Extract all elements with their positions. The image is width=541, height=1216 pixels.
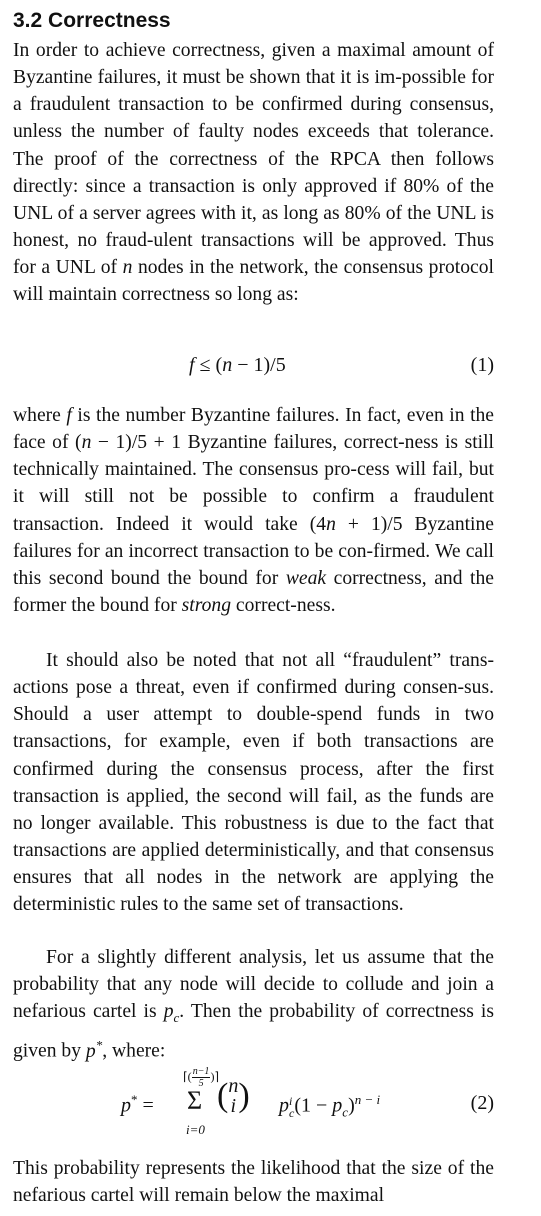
text-run: In order to achieve correctness, given a maximal amount of Byzantine failures, it must be shown that it is im-possible for a fraudulent transaction to be confirmed during consensus, unless the number of faulty nodes exceeds that tolerance. The proof of the correctness of the RPCA then follows directly: since a transaction is only approved if 80% of the UNL of a server agrees with it, as long as 80% of the UNL is honest, no fraud-ulent transactions will be approved. Thus for a UNL of: [13, 40, 494, 279]
math-op: (1 −: [294, 1094, 333, 1117]
text-run: correct-ness.: [231, 595, 336, 617]
fraction-numerator: n−1: [192, 1066, 210, 1077]
math-op: ⌈(: [183, 1069, 192, 1084]
emphasis-weak: weak: [285, 567, 327, 589]
math-var: n: [326, 513, 336, 535]
paren-open: (: [217, 1077, 229, 1114]
equation-number: (2): [470, 1092, 494, 1114]
fraction-denominator: 5: [198, 1078, 204, 1089]
paren-close: ): [238, 1077, 250, 1114]
equation-2-lhs: [121, 1092, 154, 1118]
binomial-coefficient: [217, 1076, 250, 1116]
equation-1: [13, 354, 494, 384]
binom-top: n: [228, 1075, 239, 1097]
math-superscript: *: [131, 1092, 138, 1107]
math-subscript: c: [173, 1010, 180, 1026]
math-op: − 1)/5: [232, 354, 286, 376]
paragraph-correctness-intro: [13, 37, 494, 309]
math-op: =: [137, 1094, 154, 1117]
math-var: p: [279, 1094, 289, 1117]
math-superscript: n − i: [354, 1092, 381, 1107]
binom-stack: [228, 1076, 238, 1116]
math-subscript: c: [289, 1106, 295, 1121]
summation-lower-limit: i=0: [186, 1122, 205, 1137]
math-var: f: [189, 354, 195, 376]
equation-1-body: [189, 354, 286, 377]
math-op: ≤ (: [194, 354, 223, 376]
text-run: is the number Byzantine failures. In fact, even in the face of (: [13, 405, 495, 454]
math-var: n: [222, 354, 233, 376]
section-heading: [13, 8, 171, 34]
math-op: )⌉: [210, 1069, 220, 1084]
math-op: ): [348, 1094, 355, 1117]
math-var: p: [121, 1094, 131, 1117]
emphasis-strong: strong: [181, 595, 232, 617]
section-number: 3.2: [13, 9, 43, 32]
text-run: nodes in the network, the consensus protocol will maintain correctness so long as:: [13, 257, 494, 306]
section-title: Correctness: [48, 9, 171, 32]
math-subscript: c: [342, 1104, 349, 1120]
paragraph-collusion-analysis: [13, 944, 494, 1065]
text-run: correctness, and the former the bound for: [13, 567, 494, 617]
math-var: n: [122, 257, 133, 279]
math-var: n: [81, 432, 92, 454]
paragraph-probability-meaning: This probability represents the likelihood that the size of the nefarious cartel will remain below the maximal: [13, 1158, 494, 1207]
math-superscript: *: [95, 1037, 103, 1053]
paragraph-fraudulent-transactions: It should also be noted that not all “fraudulent” trans-actions pose a threat, even if confirmed during consen-sus. Should a user attempt to double-spend funds in two transactions, for example, even if both transactions are confirmed during the consensus process, after the first transaction is applied, the second will fail, as the funds are no longer available. This robustness is due to the fact that transactions are applied deterministically, and that consensus ensures that all nodes in the network are applying the deterministic rules to the same set of transactions.: [13, 650, 494, 916]
math-superscript: i: [289, 1094, 293, 1109]
binom-bottom: i: [230, 1095, 237, 1117]
math-var: p: [332, 1094, 343, 1117]
text-run: − 1)/5 + 1 Byzantine failures, correct-ness is still technically maintained. The consensus pro-cess will fail, but it will still not be possible to confirm a fraudulent transaction. Indeed it would take (4: [13, 432, 494, 535]
text-run: + 1)/5 Byzantine failures for an incorrect transaction to be con-firmed. We call this second bound the bound for: [13, 513, 494, 589]
equation-2-terms: [279, 1092, 380, 1121]
math-var: p: [85, 1040, 96, 1062]
text-run: , where:: [102, 1040, 166, 1062]
text-run: where: [13, 405, 67, 426]
summation-sigma: Σ: [187, 1086, 203, 1115]
equation-number: (1): [470, 354, 494, 376]
text-run: . Then the probability of correctness is given by: [13, 1001, 494, 1062]
math-pc: [163, 1001, 180, 1026]
math-var: p: [163, 1001, 174, 1023]
paragraph-weak-strong-bounds: [13, 402, 494, 619]
math-var: f: [66, 405, 72, 426]
math-pstar: [85, 1037, 103, 1062]
text-run: For a slightly different analysis, let us assume that the probability that any node will decide to collude and join a nefarious cartel is: [13, 947, 494, 1023]
equation-2: [13, 1066, 494, 1142]
